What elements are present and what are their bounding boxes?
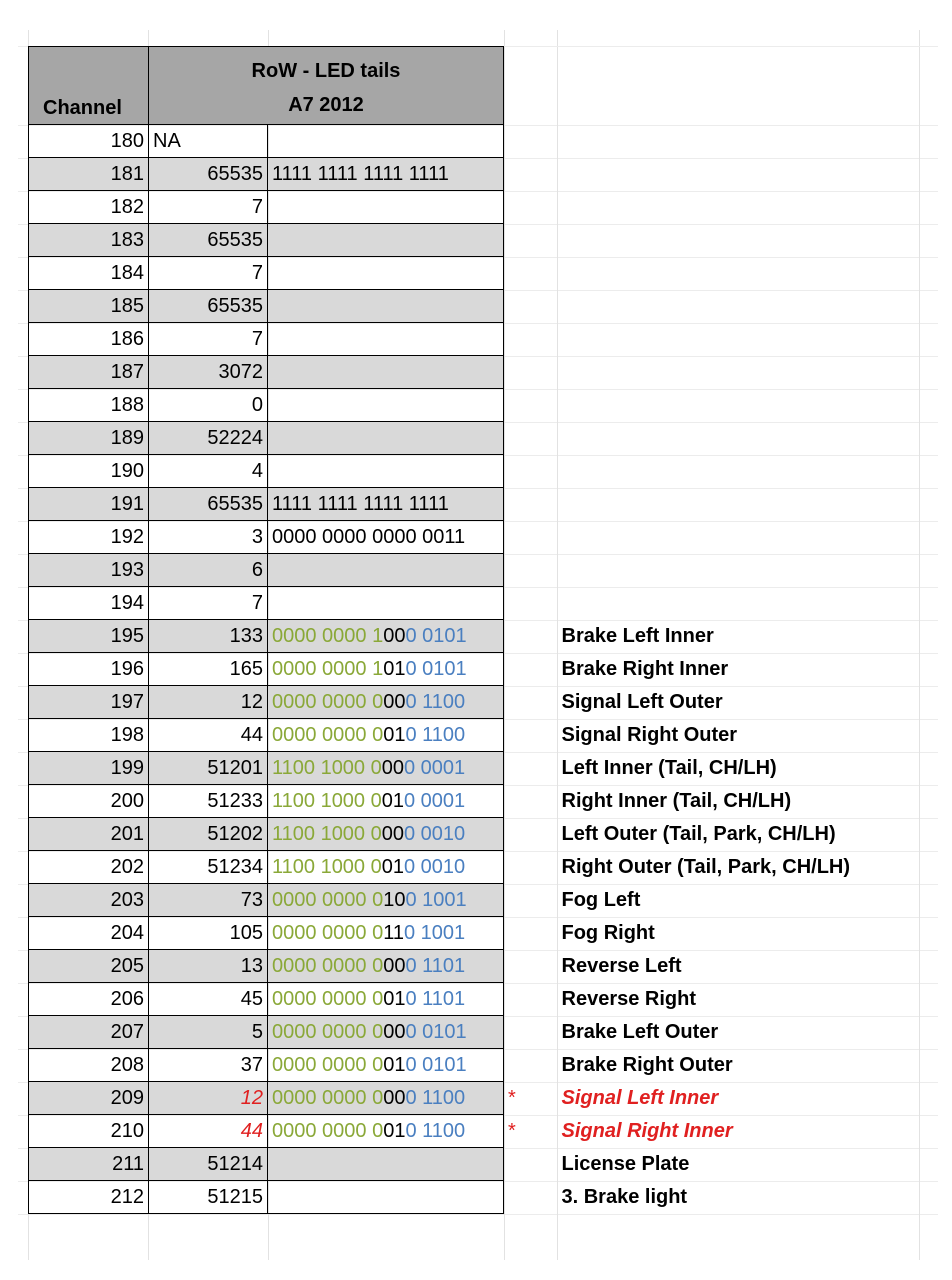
table-row	[29, 158, 918, 191]
value-cell[interactable]: 51214	[149, 1148, 268, 1181]
bits-segment: 01	[383, 723, 406, 746]
table-row	[29, 851, 918, 884]
value-cell[interactable]: 12	[149, 1082, 268, 1115]
value-cell[interactable]: 51233	[149, 785, 268, 818]
label-cell[interactable]: Signal Left Outer	[561, 690, 723, 713]
bits-cell[interactable]	[268, 389, 504, 422]
bits-cell[interactable]	[268, 686, 504, 719]
bits-segment: 0000 0000 0	[272, 888, 384, 911]
bits-segment: 0 1100	[405, 723, 466, 746]
label-cell[interactable]: Reverse Left	[561, 954, 682, 977]
label-cell[interactable]: Left Outer (Tail, Park, CH/LH)	[561, 822, 836, 845]
bits-segment: 0000 0000 0	[272, 1053, 384, 1076]
bits-segment: 01	[381, 789, 404, 812]
bits-segment: 0000 0000 0	[272, 954, 384, 977]
note-mark-cell[interactable]	[504, 785, 558, 818]
bits-segment: 0000 0000 0	[272, 987, 384, 1010]
bits-segment: 1100 1000 0	[272, 855, 382, 878]
channel-cell[interactable]: 186	[29, 323, 149, 356]
bits-segment: 0 1101	[405, 987, 466, 1010]
value-cell[interactable]: 51234	[149, 851, 268, 884]
table-row	[29, 290, 918, 323]
note-mark-cell[interactable]	[504, 917, 558, 950]
channel-cell[interactable]: 189	[29, 422, 149, 455]
table-row	[29, 884, 918, 917]
bits-cell[interactable]	[268, 719, 504, 752]
channel-cell[interactable]: 202	[29, 851, 149, 884]
bits-cell[interactable]	[268, 356, 504, 389]
bits-segment: 0 0101	[405, 1053, 467, 1076]
channel-cell[interactable]: 195	[29, 620, 149, 653]
bits-segment: 0000 0000 0	[272, 1119, 384, 1142]
bits-segment: 0 1100	[405, 1086, 466, 1109]
value-cell[interactable]: NA	[149, 125, 268, 158]
bits-cell[interactable]	[268, 950, 504, 983]
header-row	[29, 47, 918, 125]
channel-cell[interactable]: 183	[29, 224, 149, 257]
note-mark-cell[interactable]	[504, 422, 558, 455]
channel-cell[interactable]: 209	[29, 1082, 149, 1115]
channel-cell[interactable]: 190	[29, 455, 149, 488]
value-cell[interactable]: 51201	[149, 752, 268, 785]
value-cell[interactable]: 6	[149, 554, 268, 587]
table-row	[29, 488, 918, 521]
note-mark-cell[interactable]	[504, 125, 558, 158]
value-cell[interactable]: 105	[149, 917, 268, 950]
value-cell[interactable]: 5	[149, 1016, 268, 1049]
bits-cell[interactable]	[268, 125, 504, 158]
bits-segment: 0 1100	[405, 690, 466, 713]
bits-cell[interactable]	[268, 851, 504, 884]
value-cell[interactable]: 7	[149, 587, 268, 620]
value-cell[interactable]: 51202	[149, 818, 268, 851]
channel-cell[interactable]: 196	[29, 653, 149, 686]
table-row	[29, 1082, 918, 1115]
value-cell[interactable]: 73	[149, 884, 268, 917]
bits-segment: 1100 1000 0	[272, 756, 382, 779]
channel-cell[interactable]: 191	[29, 488, 149, 521]
bits-cell[interactable]	[268, 917, 504, 950]
channel-cell[interactable]: 206	[29, 983, 149, 1016]
table-row	[29, 1049, 918, 1082]
grid-line	[919, 30, 920, 1260]
bits-cell[interactable]	[268, 818, 504, 851]
label-cell[interactable]: Signal Right Outer	[561, 723, 738, 746]
title-line-1: RoW - LED tails	[251, 59, 401, 82]
table-row	[29, 686, 918, 719]
table-row	[29, 983, 918, 1016]
value-cell[interactable]: 4	[149, 455, 268, 488]
note-mark-cell[interactable]	[504, 1049, 558, 1082]
channel-cell[interactable]: 197	[29, 686, 149, 719]
note-mark-cell[interactable]	[504, 521, 558, 554]
value-cell[interactable]: 44	[149, 1115, 268, 1148]
bits-cell[interactable]	[268, 1016, 504, 1049]
channel-cell[interactable]: 200	[29, 785, 149, 818]
channel-cell[interactable]: 203	[29, 884, 149, 917]
value-cell[interactable]: 7	[149, 323, 268, 356]
note-mark-cell[interactable]	[504, 224, 558, 257]
value-cell[interactable]: 3072	[149, 356, 268, 389]
bits-segment: 0 1101	[405, 954, 466, 977]
bits-segment: 0 0101	[405, 624, 467, 647]
channel-cell[interactable]: 187	[29, 356, 149, 389]
channel-cell[interactable]: 184	[29, 257, 149, 290]
bits-segment: 00	[381, 756, 404, 779]
bits-segment: 0 0001	[404, 789, 466, 812]
note-mark-cell[interactable]	[504, 620, 558, 653]
title-line-2: A7 2012	[288, 93, 364, 116]
value-cell[interactable]: 52224	[149, 422, 268, 455]
bits-segment: 00	[383, 1020, 406, 1043]
bits-cell[interactable]	[268, 224, 504, 257]
label-cell[interactable]	[558, 125, 918, 158]
value-cell[interactable]: 65535	[149, 488, 268, 521]
note-mark-cell[interactable]	[504, 158, 558, 191]
bits-segment: 01	[381, 855, 404, 878]
table-row	[29, 1016, 918, 1049]
bits-cell[interactable]	[268, 752, 504, 785]
bits-segment: 0 0101	[405, 657, 467, 680]
table-row	[29, 1181, 918, 1214]
table-row	[29, 653, 918, 686]
label-cell[interactable]	[558, 455, 918, 488]
channel-cell[interactable]: 185	[29, 290, 149, 323]
label-cell[interactable]	[558, 587, 918, 620]
note-mark-cell[interactable]	[504, 950, 558, 983]
note-mark-cell[interactable]: *	[508, 1086, 516, 1109]
channel-cell[interactable]: 188	[29, 389, 149, 422]
label-cell[interactable]: Right Outer (Tail, Park, CH/LH)	[561, 855, 851, 878]
title-header[interactable]	[149, 47, 504, 125]
bits-segment: 0000 0000 0	[272, 1086, 384, 1109]
bits-segment: 00	[383, 690, 406, 713]
note-mark-cell[interactable]	[504, 1016, 558, 1049]
bits-segment: 0000 0000 1	[272, 657, 384, 680]
label-cell[interactable]: Brake Left Inner	[561, 624, 714, 647]
bits-cell[interactable]	[268, 290, 504, 323]
bits-cell[interactable]: 1111 1111 1111 1111	[268, 488, 504, 521]
bits-segment: 0 0010	[404, 822, 466, 845]
note-mark-cell[interactable]	[504, 356, 558, 389]
value-cell[interactable]: 133	[149, 620, 268, 653]
note-mark-cell[interactable]	[504, 752, 558, 785]
channel-cell[interactable]: 198	[29, 719, 149, 752]
value-cell[interactable]: 165	[149, 653, 268, 686]
bits-cell[interactable]	[268, 323, 504, 356]
bits-cell[interactable]	[268, 983, 504, 1016]
table-row	[29, 1115, 918, 1148]
note-mark-cell[interactable]	[504, 455, 558, 488]
label-cell[interactable]: Brake Right Outer	[561, 1053, 733, 1076]
bits-segment: 01	[383, 987, 406, 1010]
table-row	[29, 719, 918, 752]
channel-cell[interactable]: 180	[29, 125, 149, 158]
bits-cell[interactable]	[268, 884, 504, 917]
table-row	[29, 455, 918, 488]
note-mark-cell[interactable]	[504, 851, 558, 884]
note-mark-cell[interactable]	[504, 1181, 558, 1214]
bits-cell[interactable]	[268, 1181, 504, 1214]
label-cell[interactable]	[558, 257, 918, 290]
bits-segment: 1100 1000 0	[272, 822, 382, 845]
table-row	[29, 950, 918, 983]
value-cell[interactable]: 65535	[149, 290, 268, 323]
channel-cell[interactable]: 207	[29, 1016, 149, 1049]
bits-cell[interactable]	[268, 587, 504, 620]
bits-cell[interactable]	[268, 554, 504, 587]
bits-cell[interactable]	[268, 653, 504, 686]
label-cell[interactable]	[558, 191, 918, 224]
label-cell[interactable]: Reverse Right	[561, 987, 696, 1010]
table-row	[29, 356, 918, 389]
label-cell[interactable]	[558, 323, 918, 356]
channel-cell[interactable]: 201	[29, 818, 149, 851]
channel-cell[interactable]: 193	[29, 554, 149, 587]
bits-segment: 01	[383, 1119, 406, 1142]
bits-cell[interactable]	[268, 455, 504, 488]
bits-segment: 0000 0000 0	[272, 723, 384, 746]
bits-segment: 1100 1000 0	[272, 789, 382, 812]
note-mark-cell[interactable]	[504, 323, 558, 356]
value-cell[interactable]: 65535	[149, 224, 268, 257]
value-cell[interactable]: 0	[149, 389, 268, 422]
table-row	[29, 224, 918, 257]
label-cell[interactable]	[558, 389, 918, 422]
bits-segment: 0 0010	[404, 855, 466, 878]
bits-cell[interactable]	[268, 1115, 504, 1148]
note-mark-cell[interactable]	[504, 389, 558, 422]
table-row	[29, 389, 918, 422]
value-cell[interactable]: 37	[149, 1049, 268, 1082]
note-mark-cell[interactable]	[504, 191, 558, 224]
bits-cell[interactable]	[268, 422, 504, 455]
label-cell[interactable]	[558, 488, 918, 521]
channel-cell[interactable]: 182	[29, 191, 149, 224]
bits-segment: 0000 0000 0	[272, 690, 384, 713]
table-row	[29, 620, 918, 653]
bits-segment: 0 1001	[404, 921, 466, 944]
channel-cell[interactable]: 204	[29, 917, 149, 950]
bits-segment: 00	[381, 822, 404, 845]
channel-cell[interactable]: 194	[29, 587, 149, 620]
label-cell[interactable]	[558, 290, 918, 323]
label-cell[interactable]: Signal Left Inner	[561, 1086, 719, 1109]
value-cell[interactable]: 7	[149, 257, 268, 290]
value-cell[interactable]: 51215	[149, 1181, 268, 1214]
table-row	[29, 422, 918, 455]
bits-cell[interactable]	[268, 1049, 504, 1082]
label-cell[interactable]	[558, 224, 918, 257]
label-cell[interactable]: Signal Right Inner	[561, 1119, 733, 1142]
label-cell[interactable]	[558, 422, 918, 455]
label-cell[interactable]	[558, 356, 918, 389]
note-mark-cell[interactable]	[504, 1148, 558, 1181]
channel-cell[interactable]: 211	[29, 1148, 149, 1181]
bits-segment: 0 1100	[405, 1119, 466, 1142]
table-row	[29, 554, 918, 587]
label-cell[interactable]: 3. Brake light	[561, 1185, 688, 1208]
label-cell[interactable]	[558, 521, 918, 554]
note-mark-cell[interactable]	[504, 290, 558, 323]
bits-cell[interactable]	[268, 257, 504, 290]
table-row	[29, 191, 918, 224]
label-cell[interactable]: Brake Left Outer	[561, 1020, 719, 1043]
value-cell[interactable]: 12	[149, 686, 268, 719]
label-cell[interactable]	[558, 158, 918, 191]
note-mark-cell[interactable]	[504, 587, 558, 620]
channel-cell[interactable]: 208	[29, 1049, 149, 1082]
label-cell[interactable]: Left Inner (Tail, CH/LH)	[561, 756, 777, 779]
empty-cell[interactable]	[504, 47, 558, 125]
empty-cell[interactable]	[558, 47, 918, 125]
table-row	[29, 818, 918, 851]
value-cell[interactable]: 65535	[149, 158, 268, 191]
grid-line	[18, 1214, 938, 1215]
channel-cell[interactable]: 210	[29, 1115, 149, 1148]
bits-segment: 10	[383, 888, 406, 911]
table-row	[29, 323, 918, 356]
label-cell[interactable]: Right Inner (Tail, CH/LH)	[561, 789, 792, 812]
table-row	[29, 257, 918, 290]
bits-cell[interactable]	[268, 620, 504, 653]
channel-cell[interactable]: 205	[29, 950, 149, 983]
bits-segment: 0000 0000 0	[272, 921, 384, 944]
value-cell[interactable]: 13	[149, 950, 268, 983]
note-mark-cell[interactable]	[504, 983, 558, 1016]
channel-cell[interactable]: 199	[29, 752, 149, 785]
table-row	[29, 917, 918, 950]
table-row	[29, 785, 918, 818]
value-cell[interactable]: 7	[149, 191, 268, 224]
channel-header[interactable]: Channel	[29, 47, 149, 125]
table-row	[29, 1148, 918, 1181]
bits-segment: 00	[383, 1086, 406, 1109]
bits-cell[interactable]	[268, 785, 504, 818]
bits-segment: 0 1001	[405, 888, 467, 911]
bits-segment: 01	[383, 657, 406, 680]
note-mark-cell[interactable]	[504, 554, 558, 587]
bits-segment: 0000 0000 0	[272, 1020, 384, 1043]
channel-cell[interactable]: 192	[29, 521, 149, 554]
value-cell[interactable]: 44	[149, 719, 268, 752]
label-cell[interactable]: Brake Right Inner	[561, 657, 729, 680]
note-mark-cell[interactable]: *	[508, 1119, 516, 1142]
bits-cell[interactable]: 0000 0000 0000 0011	[268, 521, 504, 554]
label-cell[interactable]: Fog Left	[561, 888, 641, 911]
led-channel-table	[28, 46, 918, 1214]
bits-cell[interactable]: 1111 1111 1111 1111	[268, 158, 504, 191]
note-mark-cell[interactable]	[504, 719, 558, 752]
note-mark-cell[interactable]	[504, 686, 558, 719]
value-cell[interactable]: 45	[149, 983, 268, 1016]
table-row	[29, 521, 918, 554]
bits-segment: 11	[383, 921, 404, 944]
table-row	[29, 752, 918, 785]
note-mark-cell[interactable]	[504, 488, 558, 521]
note-mark-cell[interactable]	[504, 653, 558, 686]
channel-cell[interactable]: 181	[29, 158, 149, 191]
bits-cell[interactable]	[268, 1148, 504, 1181]
note-mark-cell[interactable]	[504, 884, 558, 917]
channel-cell[interactable]: 212	[29, 1181, 149, 1214]
bits-cell[interactable]	[268, 1082, 504, 1115]
bits-segment: 0 0101	[405, 1020, 467, 1043]
table-row	[29, 125, 918, 158]
note-mark-cell[interactable]	[504, 818, 558, 851]
bits-segment: 00	[383, 954, 406, 977]
bits-cell[interactable]	[268, 191, 504, 224]
value-cell[interactable]: 3	[149, 521, 268, 554]
label-cell[interactable]: Fog Right	[561, 921, 655, 944]
table-body	[29, 47, 918, 1214]
bits-segment: 0000 0000 1	[272, 624, 384, 647]
note-mark-cell[interactable]	[504, 257, 558, 290]
label-cell[interactable]	[558, 554, 918, 587]
bits-segment: 01	[383, 1053, 406, 1076]
bits-segment: 00	[383, 624, 406, 647]
label-cell[interactable]: License Plate	[561, 1152, 690, 1175]
bits-segment: 0 0001	[404, 756, 466, 779]
table-row	[29, 587, 918, 620]
